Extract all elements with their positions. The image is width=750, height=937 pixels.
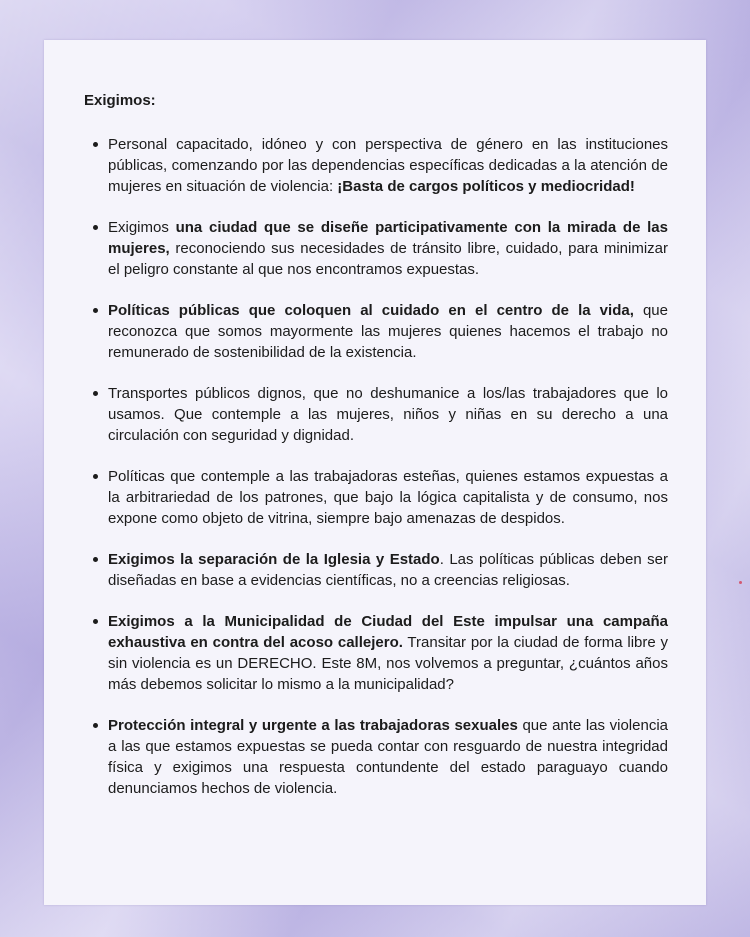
list-item [108,549,668,591]
item-pre: Exigimos [108,219,176,236]
item-text: que ante las violencia a las que estamos expuestas se pueda contar con resguardo de nuestra integridad física y exigimos una respuesta contundente del estado paraguayo cuando denunciamos hechos de violencia. [108,717,668,797]
list-item [108,134,668,197]
heading: Exigimos: [84,92,156,109]
item-text: que reconozca que somos mayormente las mujeres quienes hacemos el trabajo no remunerado de sostenibilidad de la existencia. [108,302,668,361]
item-bold: una ciudad que se diseñe participativamente con la mirada de las mujeres, [108,219,668,257]
item-text: . Las políticas públicas deben ser diseñadas en base a evidencias científicas, no a creencias religiosas. [108,551,668,589]
list-item [108,466,668,529]
list-item [108,217,668,280]
item-text: Personal capacitado, idóneo y con perspectiva de género en las instituciones públicas, comenzando por las dependencias específicas dedicadas a la atención de mujeres en situación de violencia: [108,136,668,195]
list-item [108,611,668,695]
item-bold-tail: ¡Basta de cargos políticos y mediocridad! [337,178,635,195]
item-text: reconociendo sus necesidades de tránsito libre, cuidado, para minimizar el peligro constante al que nos encontramos expuestas. [108,240,668,278]
item-bold: Exigimos a la Municipalidad de Ciudad del Este impulsar una campaña exhaustiva en contra del acoso callejero. [108,613,668,651]
list-item [108,715,668,799]
document-paper [44,40,706,905]
item-text: Transitar por la ciudad de forma libre y sin violencia es un DERECHO. Este 8M, nos volvemos a preguntar, ¿cuántos años más debemos solicitar lo mismo a la municipalidad? [108,634,668,693]
item-bold: Protección integral y urgente a las trabajadoras sexuales [108,717,518,734]
demands-list [108,134,668,819]
item-text: Transportes públicos dignos, que no deshumanice a los/las trabajadores que lo usamos. Que contemple a las mujeres, niños y niñas en su derecho a una circulación con seguridad y dignidad. [108,385,668,444]
item-bold: Políticas públicas que coloquen al cuidado en el centro de la vida, [108,302,634,319]
list-item [108,300,668,363]
item-bold: Exigimos la separación de la Iglesia y Estado [108,551,440,568]
item-text: Políticas que contemple a las trabajadoras esteñas, quienes estamos expuestas a la arbitrariedad de los patrones, que bajo la lógica capitalista y de consumo, nos expone como objeto de vitrina, siempre bajo amenazas de despidos. [108,468,668,527]
decorative-dot [739,581,742,584]
list-item [108,383,668,446]
